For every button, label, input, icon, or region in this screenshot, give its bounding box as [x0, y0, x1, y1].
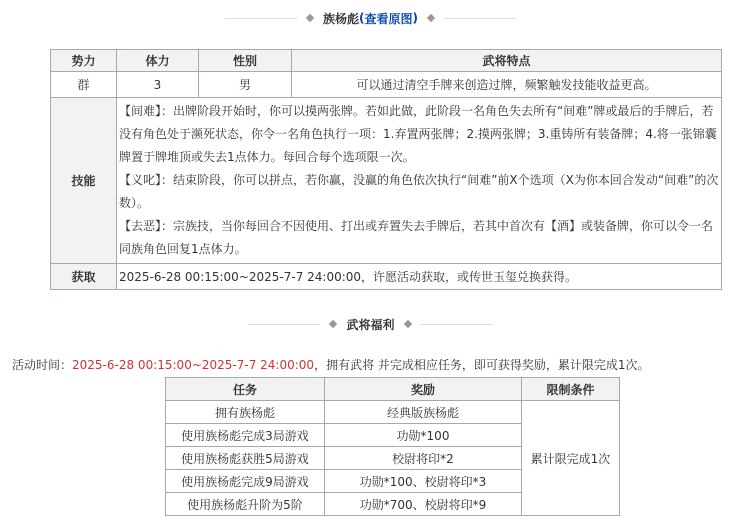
- obtain-label: 获取: [51, 264, 117, 290]
- header-gender: 性别: [199, 50, 292, 72]
- skill-jiannan: 【间难】：出牌阶段开始时，你可以摸两张牌。若如此做，此阶段一名角色失去所有“间难”牌或最后的手牌后，若没有角色处于濒死状态，你令一名角色执行一项：1.弃置两张牌；2.摸两张牌；3.重铸所有装备牌；4.将一张锦囊牌置于牌堆顶或失去1点体力。每回合每个选项限一次。: [119, 104, 717, 164]
- welfare-title-bar: [0, 314, 741, 334]
- skill-yichi: 【义叱】：结束阶段，你可以拼点，若你赢，没赢的角色依次执行“间难”前X个选项（X为你本回合发动“间难”的次数）。: [119, 173, 719, 210]
- reward-cell: 功勋*100、校尉将印*3: [325, 470, 522, 493]
- header-limit: 限制条件: [522, 378, 620, 401]
- divider-left: [225, 18, 297, 19]
- activity-time-line: [12, 356, 732, 374]
- task-cell: 使用族杨彪升阶为5阶: [166, 493, 325, 516]
- welfare-title: 武将福利: [346, 317, 395, 332]
- limit-cell: 累计限完成1次: [522, 401, 620, 516]
- header-feature: 武将特点: [292, 50, 722, 72]
- reward-cell: 功勋*700、校尉将印*9: [325, 493, 522, 516]
- header-hp: 体力: [117, 50, 199, 72]
- general-name: 族杨彪: [323, 11, 360, 26]
- skills-cell: [117, 98, 722, 264]
- table-row: [166, 401, 620, 424]
- hp-value: 3: [117, 72, 199, 98]
- task-cell: 使用族杨彪完成9局游戏: [166, 470, 325, 493]
- skills-label: 技能: [51, 98, 117, 264]
- task-cell: 使用族杨彪获胜5局游戏: [166, 447, 325, 470]
- gender-value: 男: [199, 72, 292, 98]
- diamond-icon: [403, 320, 411, 328]
- diamond-icon: [427, 14, 435, 22]
- reward-cell: 功勋*100: [325, 424, 522, 447]
- table-row: [51, 72, 722, 98]
- task-cell: 拥有族杨彪: [166, 401, 325, 424]
- table-header-row: [51, 50, 722, 72]
- skills-row: [51, 98, 722, 264]
- view-original-link[interactable]: 查看原图: [364, 11, 413, 26]
- faction-value: 群: [51, 72, 117, 98]
- welfare-table: [165, 377, 620, 516]
- table-header-row: [166, 378, 620, 401]
- feature-value: 可以通过清空手牌来创造过牌，频繁触发技能收益更高。: [292, 72, 722, 98]
- view-original-link-open: (: [359, 11, 365, 25]
- activity-time: 2025-6-28 00:15:00~2025-7-7 24:00:00: [72, 358, 315, 372]
- header-faction: 势力: [51, 50, 117, 72]
- activity-prefix: 活动时间：: [12, 358, 73, 372]
- skill-que: 【去恶】：宗族技，当你每回合不因使用、打出或弃置失去手牌后，若其中首次有【酒】或装备牌，你可以令一名同族角色回复1点体力。: [119, 219, 714, 256]
- task-cell: 使用族杨彪完成3局游戏: [166, 424, 325, 447]
- header-reward: 奖励: [325, 378, 522, 401]
- obtain-value: 2025-6-28 00:15:00~2025-7-7 24:00:00，许愿活动获取，或传世玉玺兑换获得。: [117, 264, 722, 290]
- divider-right: [421, 324, 493, 325]
- activity-suffix: ，拥有武将 并完成相应任务，即可获得奖励，累计限完成1次。: [314, 358, 650, 372]
- general-title-bar: [0, 8, 741, 28]
- reward-cell: 经典版族杨彪: [325, 401, 522, 424]
- view-original-link-close: ): [412, 11, 418, 25]
- diamond-icon: [306, 14, 314, 22]
- general-info-table: [50, 49, 722, 290]
- diamond-icon: [329, 320, 337, 328]
- obtain-row: [51, 264, 722, 290]
- reward-cell: 校尉将印*2: [325, 447, 522, 470]
- header-task: 任务: [166, 378, 325, 401]
- divider-left: [248, 324, 320, 325]
- divider-right: [444, 18, 516, 19]
